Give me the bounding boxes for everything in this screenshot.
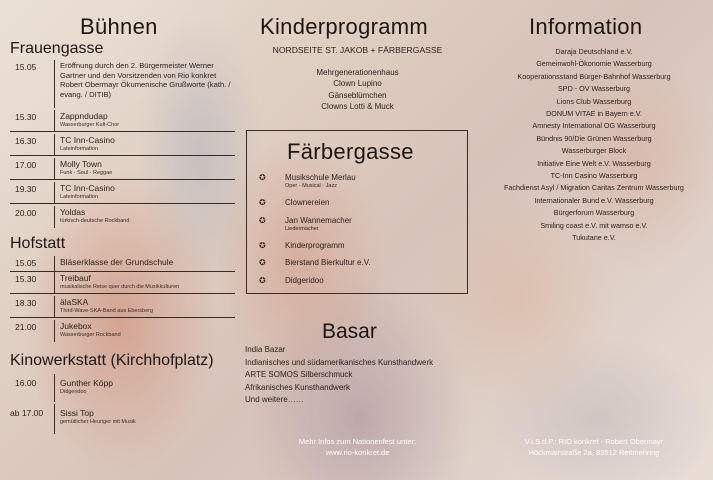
kinderprogramm-location: NORDSEITE ST. JAKOB + FÄRBERGASSE (272, 45, 443, 55)
list-item: Und weitere…… (245, 395, 304, 405)
row-subtitle: Funk · Soul · Reggae (60, 170, 113, 176)
row-time: 15.30 (15, 274, 37, 284)
item-subtitle: Liedermacher (285, 226, 319, 232)
row-underline (10, 293, 235, 294)
row-subtitle: musikalische Reise quer durch die Musikkulturen (60, 284, 180, 290)
footer-line: Höckmairstraße 2a, 83512 Reitmehring (528, 448, 660, 457)
row-time: 16.30 (15, 136, 37, 146)
row-subtitle: Lateinformation (60, 146, 98, 152)
row-time: 19.30 (15, 184, 37, 194)
row-subtitle: Third-Wave-SKA-Band aus Ebersberg (60, 308, 154, 314)
row-title: Sissi Top (60, 408, 94, 418)
item-label: Didgeridoo (285, 276, 324, 285)
item-label: Musikschule Merlau (285, 173, 356, 182)
schedule-row (10, 296, 235, 318)
schedule-row (10, 134, 235, 156)
schedule-row (10, 182, 235, 204)
row-divider (54, 374, 55, 402)
row-subtitle: Didgeridoo (60, 389, 87, 395)
row-time: 21.00 (15, 322, 37, 332)
imprint-footer (475, 436, 713, 458)
list-item: Wasserburger Block (561, 146, 627, 156)
row-divider (54, 60, 55, 108)
section-title-kinowerkstatt: Kinowerkstatt (Kirchhofplatz) (10, 352, 214, 369)
list-item: SPD - OV Wasserburg (557, 84, 631, 94)
list-item: Indianisches und südamerikanisches Kunsthandwerk (245, 357, 434, 367)
row-divider (54, 182, 55, 204)
row-divider (54, 404, 55, 434)
row-time: 16.00 (15, 378, 37, 388)
row-underline (10, 317, 235, 318)
schedule-row (10, 272, 235, 294)
row-title: TC Inn-Casino (60, 135, 115, 145)
basar-list (245, 344, 433, 407)
basar-heading: Basar (322, 320, 377, 343)
footer-line: V.i.S.d.P.: RIO konkret - Robert Obermayr (524, 437, 664, 446)
row-divider (54, 134, 55, 156)
schedule-row (10, 404, 235, 434)
row-time: 15.30 (15, 112, 37, 122)
row-time: ab 17.00 (10, 408, 44, 418)
row-title: TC Inn-Casino (60, 183, 115, 193)
row-time: 15.05 (15, 62, 37, 72)
schedule-row (10, 110, 235, 132)
row-divider (54, 272, 55, 294)
list-item: Clowns Lotti & Muck (321, 101, 394, 111)
list-item: Afrikanisches Kunsthandwerk (245, 382, 350, 392)
row-title: Treibauf (60, 273, 91, 283)
row-subtitle: gemütlicher Heuriger mit Musik (60, 419, 136, 425)
list-item: Fachdienst Asyl / Migration Caritas Zentrum Wasserburg (504, 183, 684, 193)
row-divider (54, 256, 55, 272)
row-divider (54, 158, 55, 180)
list-item: ARTE SOMOS Silberschmuck (245, 370, 353, 380)
information-heading: Information (529, 14, 643, 39)
list-item: Smiling coast e.V. mit wamso e.V. (540, 220, 648, 230)
kinderprogramm-list (240, 67, 475, 112)
row-divider (54, 110, 55, 132)
list-item: Daraja Deutschland e.V. (555, 47, 633, 56)
row-underline (10, 155, 235, 156)
list-item: Internationaler Bund e.V. Wasserburg (534, 195, 654, 205)
kinderprogramm-column (240, 0, 475, 480)
row-divider (54, 320, 55, 342)
list-item: Gemeinwohl-Ökonomie Wasserburg (536, 59, 652, 69)
star-bullet-icon: ✪ (259, 276, 266, 285)
list-item: DONUM VITAE in Bayern e.V. (546, 109, 642, 119)
item-subtitle: Oper · Musical · Jazz (285, 183, 337, 189)
buehnen-heading: Bühnen (80, 14, 158, 39)
item-label: Clownereien (285, 198, 330, 207)
row-title: Yoldas (60, 207, 86, 217)
star-bullet-icon: ✪ (259, 216, 266, 225)
row-underline (10, 131, 235, 132)
faerbergasse-heading: Färbergasse (287, 139, 414, 164)
list-item: India Bazar (245, 345, 286, 354)
item-label: Kinderprogramm (285, 241, 345, 250)
row-underline (10, 203, 235, 204)
row-time: 15.05 (15, 258, 37, 268)
list-item: Mehrgenerationenhaus (316, 68, 399, 77)
list-item: Clown Lupino (333, 79, 382, 89)
row-title: Zappndudap (60, 111, 108, 121)
row-time: 18.30 (15, 298, 37, 308)
row-text: Eröffnung durch den 2. Bürgermeister Werner Gartner und den Vorsitzenden von Rio konkret Robert Obermayr Ökumenische Grußworte (kath. / evang. / DITIB) (60, 61, 231, 99)
row-title: Gunther Köpp (60, 378, 113, 388)
star-bullet-icon: ✪ (259, 198, 266, 207)
list-item: Amnesty International OG Wasserburg (532, 121, 656, 131)
row-subtitle: Wasserburger Rockband (60, 332, 121, 338)
list-item: Tukutane e.V. (572, 233, 616, 243)
item-label: Jan Wannemacher (285, 216, 352, 225)
row-underline (10, 179, 235, 180)
schedule-row (10, 256, 235, 272)
row-title: Molly Town (60, 159, 102, 169)
faerbergasse-box (246, 130, 468, 294)
list-item: Lions Club Wasserburg (556, 96, 632, 106)
schedule-row (10, 374, 235, 402)
footer-line: Mehr Infos zum Nationenfest unter: (298, 437, 417, 446)
row-time: 17.00 (15, 160, 37, 170)
row-time: 20.00 (15, 208, 37, 218)
kinderprogramm-heading: Kinderprogramm (260, 14, 429, 39)
section-title-frauengasse: Frauengasse (10, 40, 104, 57)
list-item: Gänseblümchen (328, 90, 387, 100)
schedule-row (10, 158, 235, 180)
information-column (475, 0, 713, 480)
item-label: Bierstand Bierkultur e.V. (285, 258, 371, 267)
list-item: TC-Inn Casino Wasserburg (550, 171, 638, 181)
list-item: Kooperationsstand Bürger-Bahnhof Wasserburg (517, 71, 671, 81)
row-title: Bläserklasse der Grundschule (60, 257, 174, 267)
row-divider (54, 296, 55, 318)
list-item: Bürgerforum Wasserburg (553, 208, 635, 218)
information-list (475, 46, 713, 245)
section-title-hofstatt: Hofstatt (10, 235, 66, 252)
schedule-row (10, 320, 235, 342)
star-bullet-icon: ✪ (259, 258, 266, 267)
row-title: Jukebox (60, 321, 92, 331)
star-bullet-icon: ✪ (259, 241, 266, 250)
list-item: Initiative Eine Welt e.V. Wasserburg (537, 158, 651, 168)
row-subtitle: Wasserburger Kult-Chor (60, 122, 120, 128)
row-divider (54, 206, 55, 228)
schedule-row (10, 60, 235, 108)
buehnen-column (0, 0, 240, 480)
star-bullet-icon: ✪ (259, 173, 266, 182)
row-subtitle: türkisch-deutsche Rockband (60, 218, 130, 224)
list-item: Bündnis 90/Die Grünen Wasserburg (536, 133, 652, 143)
row-title: älaSKA (60, 297, 89, 307)
schedule-row (10, 206, 235, 228)
website-link: www.rio-konkret.de (325, 448, 390, 457)
more-info-footer (240, 436, 475, 458)
row-subtitle: Lateinformation (60, 194, 98, 200)
